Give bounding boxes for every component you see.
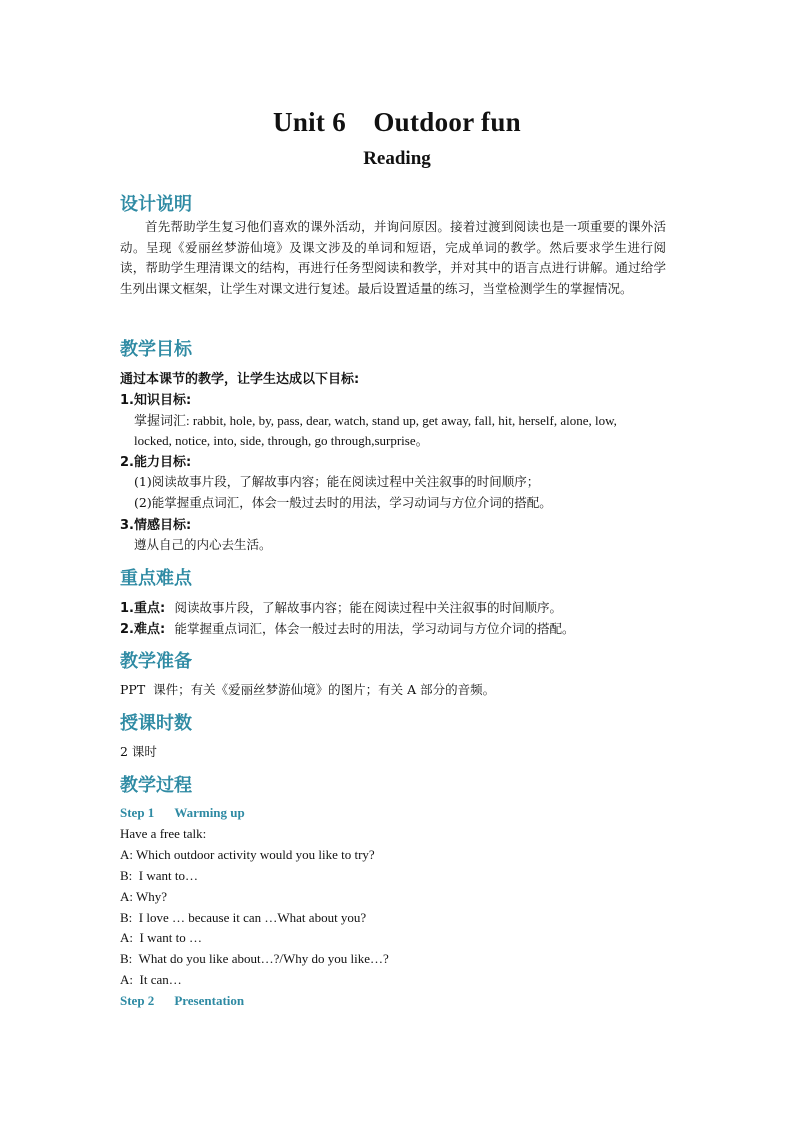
preparation-heading: 教学准备 bbox=[120, 651, 192, 672]
step-1-heading bbox=[120, 805, 245, 821]
preparation-text: PPT 课件；有关《爱丽丝梦游仙境》的图片；有关 A 部分的音频。 bbox=[120, 682, 496, 697]
process-heading: 教学过程 bbox=[120, 775, 192, 796]
process-line: Have a free talk: bbox=[120, 826, 207, 841]
design-paragraph: 首先帮助学生复习他们喜欢的课外活动，并询问原因。接着过渡到阅读也是一项重要的课外活动。呈现《爱丽丝梦游仙境》及课文涉及的单词和短语，完成单词的教学。然后要求学生进行阅读，帮助学生理清课文的结构，再进行任务型阅读和教学，并对其中的语言点进行讲解。通过给学生列出课文框架，让学生对课文进行复述。最后设置适量的练习，当堂检测学生的掌握情况。 bbox=[120, 219, 666, 296]
process-line: A: Which outdoor activity would you like to try? bbox=[120, 847, 375, 862]
difficult-point-row bbox=[120, 618, 574, 637]
emotion-item-1: 遵从自己的内心去生活。 bbox=[134, 537, 272, 552]
hours-heading: 授课时数 bbox=[120, 713, 192, 734]
key-point-label: 1.重点: bbox=[120, 601, 166, 616]
difficult-point-label: 2.难点: bbox=[120, 622, 166, 637]
process-line: A: It can… bbox=[120, 972, 182, 987]
process-line: A: Why? bbox=[120, 889, 168, 904]
key-point-text: 阅读故事片段，了解故事内容；能在阅读过程中关注叙事的时间顺序。 bbox=[174, 600, 562, 615]
process-line: B: I love … because it can …What about you? bbox=[120, 910, 367, 925]
step-2-number: Step 2 bbox=[120, 993, 155, 1008]
emotion-label: 3.情感目标: bbox=[120, 518, 192, 533]
key-point-row bbox=[120, 597, 562, 616]
knowledge-label: 1.知识目标: bbox=[120, 393, 192, 408]
page-subtitle: Reading bbox=[363, 148, 431, 169]
page-title: Unit 6 Outdoor fun bbox=[273, 107, 521, 137]
process-line: B: What do you like about…?/Why do you like…? bbox=[120, 951, 389, 966]
ability-item-1: (1)阅读故事片段，了解故事内容；能在阅读过程中关注叙事的时间顺序； bbox=[134, 474, 540, 489]
hours-text: 2 课时 bbox=[120, 744, 157, 759]
difficult-point-text: 能掌握重点词汇，体会一般过去时的用法，学习动词与方位介词的搭配。 bbox=[174, 621, 575, 636]
goals-intro: 通过本课节的教学，让学生达成以下目标: bbox=[120, 372, 360, 387]
knowledge-line-1: 掌握词汇: rabbit, hole, by, pass, dear, watch, stand up, get away, fall, hit, herself, alone, low, bbox=[134, 413, 617, 428]
step-1-number: Step 1 bbox=[120, 805, 155, 820]
ability-label: 2.能力目标: bbox=[120, 455, 192, 470]
step-1-name: Warming up bbox=[174, 805, 245, 820]
design-heading: 设计说明 bbox=[120, 194, 192, 215]
knowledge-line-2: locked, notice, into, side, through, go through,surprise。 bbox=[134, 433, 429, 448]
goals-heading: 教学目标 bbox=[120, 339, 192, 360]
process-line: B: I want to… bbox=[120, 868, 198, 883]
step-2-name: Presentation bbox=[174, 993, 245, 1008]
step-2-heading bbox=[120, 993, 244, 1009]
key-points-heading: 重点难点 bbox=[120, 568, 192, 589]
ability-item-2: (2)能掌握重点词汇，体会一般过去时的用法，学习动词与方位介词的搭配。 bbox=[134, 495, 552, 510]
process-line: A: I want to … bbox=[120, 930, 202, 945]
